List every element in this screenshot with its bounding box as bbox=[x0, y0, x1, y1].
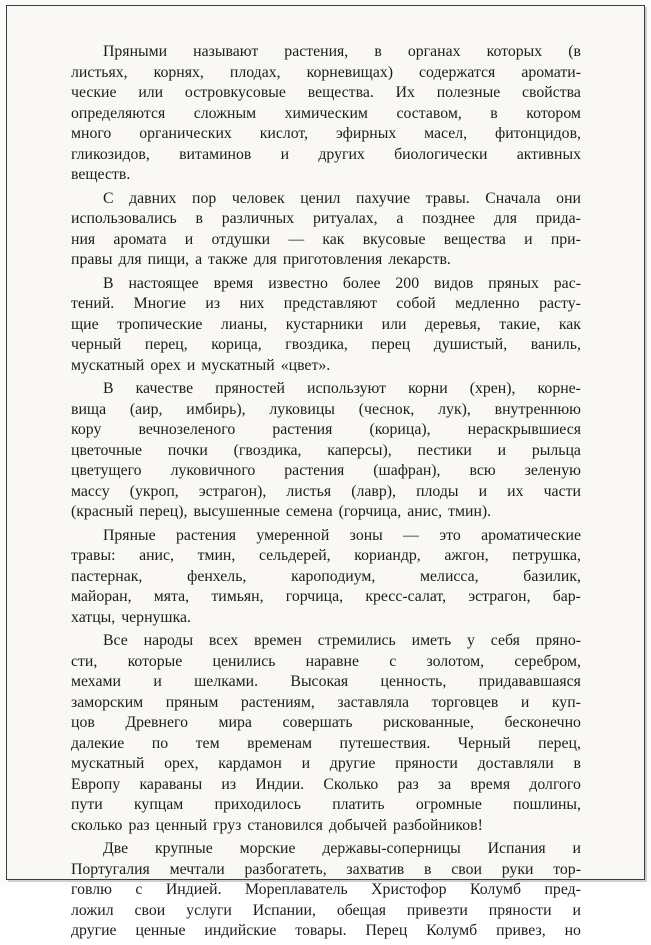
text-line: Пряные растения умеренной зоны — это ароматические bbox=[103, 526, 581, 544]
text-line: пути купцам приходилось платить огромные пошлины, bbox=[71, 796, 581, 813]
text-line: гликозидов, витаминов и других биологически активных bbox=[71, 145, 581, 163]
text-line: травы: анис, тмин, сельдерей, кориандр, ажгон, петрушка, bbox=[71, 547, 581, 564]
text-line: цов Древнего мира совершать рискованные, бесконечно bbox=[71, 714, 581, 731]
paragraph bbox=[71, 631, 581, 836]
text-line: Две крупные морские державы-соперницы Испания и bbox=[103, 840, 581, 857]
text-line: Португалия мечтали разбогатеть, захватив в свои руки тор- bbox=[71, 860, 581, 878]
text-line: далекие по тем временам путешествия. Черный перец, bbox=[71, 734, 581, 752]
text-line: ческие или островкусовые вещества. Их полезные свойства bbox=[71, 84, 581, 101]
text-line: мехами и шелками. Высокая ценность, придававшаяся bbox=[71, 673, 581, 690]
text-line: цветущего луковичного растения (шафран), всю зеленую bbox=[71, 462, 581, 479]
text-line: кору вечнозеленого растения (корица), нераскрывшиеся bbox=[71, 421, 581, 438]
text-line: правы для пищи, а также для приготовления лекарств. bbox=[71, 251, 451, 268]
text-line: В настоящее время известно более 200 видов пряных рас- bbox=[103, 274, 581, 292]
paragraph bbox=[71, 526, 581, 629]
text-line: веществ. bbox=[71, 166, 131, 183]
text-line: вища (аир, имбирь), луковицы (чеснок, лук), внутреннюю bbox=[71, 400, 581, 418]
text-line: определяются сложным химическим составом, в котором bbox=[71, 104, 581, 122]
text-line: другие ценные индийские товары. Перец Колумб привез, но bbox=[71, 922, 581, 939]
text-line: сти, которые ценились наравне с золотом, серебром, bbox=[71, 652, 581, 670]
text-line: ния аромата и отдушки — как вкусовые вещества и при- bbox=[71, 230, 581, 248]
text-line: мускатный орех, кардамон и другие пряности доставляли в bbox=[71, 755, 581, 772]
text-line: хатцы, чернушка. bbox=[71, 608, 191, 626]
paragraph bbox=[71, 379, 581, 523]
text-line: цветочные почки (гвоздика, каперсы), пестики и рыльца bbox=[71, 441, 581, 459]
text-line: тений. Многие из них представляют собой медленно расту- bbox=[71, 295, 581, 312]
paragraph bbox=[71, 839, 581, 942]
text-line: много органических кислот, эфирных масел, фитонцидов, bbox=[71, 125, 581, 142]
text-line: ложил свои услуги Испании, обещая привезти пряности и bbox=[71, 901, 581, 919]
paragraph bbox=[71, 189, 581, 271]
text-line: мускатный орех и мускатный «цвет». bbox=[71, 356, 331, 374]
text-line: Все народы всех времен стремились иметь у себя пряно- bbox=[103, 632, 581, 649]
text-line: Европу караваны из Индии. Сколько раз за время долгого bbox=[71, 775, 581, 793]
text-line: использовались в различных ритуалах, а позднее для прида- bbox=[71, 210, 581, 227]
text-line: В качестве пряностей используют корни (хрен), корне- bbox=[103, 380, 581, 397]
text-line: С давних пор человек ценил пахучие травы. Сначала они bbox=[103, 189, 581, 207]
page-text bbox=[71, 42, 581, 945]
text-line: (красный перец), высушенные семена (горчица, анис, тмин). bbox=[71, 503, 492, 520]
text-line: сколько раз ценный груз становился добычей разбойников! bbox=[71, 816, 483, 834]
text-line: говлю с Индией. Мореплаватель Христофор Колумб пред- bbox=[71, 881, 581, 898]
text-line: черный перец, корица, гвоздика, перец душистый, ваниль, bbox=[71, 336, 581, 353]
text-line: щие тропические лианы, кустарники или деревья, такие, как bbox=[71, 315, 581, 333]
scanned-page bbox=[6, 5, 645, 939]
paragraph bbox=[71, 274, 581, 377]
text-line: заморским пряным растениям, заставляла торговцев и куп- bbox=[71, 693, 581, 711]
text-line: массу (укроп, эстрагон), листья (лавр), плоды и их части bbox=[71, 482, 581, 500]
text-line: Пряными называют растения, в органах которых (в bbox=[103, 43, 581, 60]
text-line: майоран, мята, тимьян, горчица, кресс-салат, эстрагон, бар- bbox=[71, 588, 581, 605]
text-line: листьях, корнях, плодах, корневищах) содержатся аромати- bbox=[71, 63, 581, 81]
text-line: пастернак, фенхель, кароподиум, мелисса, базилик, bbox=[71, 567, 581, 585]
paragraph bbox=[71, 42, 581, 186]
